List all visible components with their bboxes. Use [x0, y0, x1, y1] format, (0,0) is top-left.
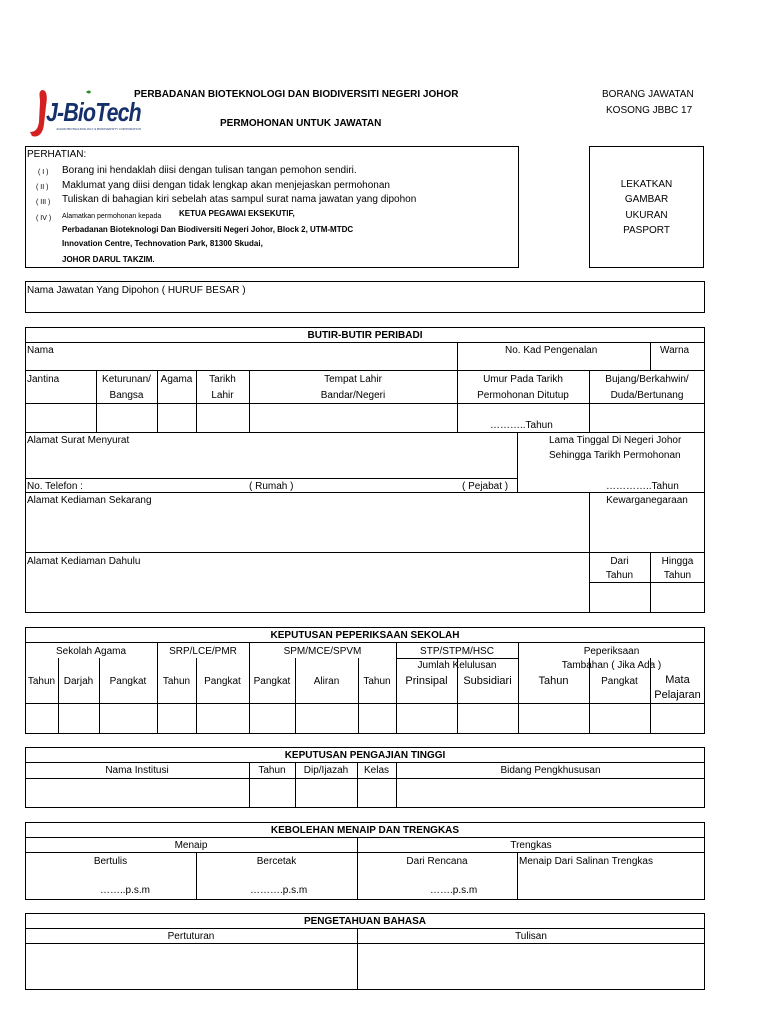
- spoken-label: Pertuturan: [167, 931, 215, 942]
- notice-num-4: ( IV ): [36, 215, 52, 222]
- notice-title: PERHATIAN:: [27, 149, 87, 160]
- religion-label: Agama: [160, 374, 193, 385]
- class-label: Kelas: [363, 765, 389, 776]
- current-address-label: Alamat Kediaman Sekarang: [27, 495, 152, 506]
- school-results-row[interactable]: [26, 704, 704, 733]
- org-name: PERBADANAN BIOTEKNOLOGI DAN BIODIVERSITI NEGERI JOHOR: [134, 89, 459, 100]
- notice-item-4-recipient: KETUA PEGAWAI EKSEKUTIF,: [179, 209, 295, 218]
- form-title: PERMOHONAN UNTUK JAWATAN: [220, 118, 382, 129]
- draft-psm[interactable]: …….p.s.m: [430, 885, 478, 896]
- gender-label: Jantina: [27, 374, 60, 385]
- marital-field[interactable]: [590, 404, 705, 432]
- phone-home-label: ( Rumah ): [249, 481, 294, 492]
- ic-label: No. Kad Pengenalan: [505, 345, 598, 356]
- mail-address-field[interactable]: [26, 448, 516, 478]
- col-aliran: Aliran: [313, 676, 340, 687]
- other-exam-label-2: Tambahan ( Jika Ada ): [561, 660, 662, 671]
- col-mata-1: Mata: [665, 674, 690, 686]
- form-code-line-2: KOSONG JBBC 17: [606, 105, 693, 116]
- notice-num-2: ( II ): [36, 184, 49, 191]
- draft-label: Dari Rencana: [406, 856, 468, 867]
- col-subsidiari: Subsidiari: [463, 675, 512, 687]
- previous-address-label: Alamat Kediaman Dahulu: [27, 556, 141, 567]
- notice-item-2: Maklumat yang diisi dengan tidak lengkap akan menjejaskan permohonan: [62, 180, 390, 191]
- from-label-1: Dari: [610, 556, 629, 567]
- religious-school-label: Sekolah Agama: [55, 646, 127, 657]
- col-tahun-4: Tahun: [538, 675, 569, 687]
- name-field[interactable]: [96, 343, 456, 369]
- typing-label: Menaip: [174, 840, 208, 851]
- post-applied-label: Nama Jawatan Yang Dipohon ( HURUF BESAR ): [27, 285, 246, 296]
- notice-num-1: ( I ): [38, 169, 49, 176]
- stay-label-1: Lama Tinggal Di Negeri Johor: [549, 435, 682, 446]
- phone-label: No. Telefon :: [27, 481, 83, 492]
- col-darjah: Darjah: [63, 676, 94, 687]
- pob-label-1: Tempat Lahir: [324, 374, 382, 385]
- form-code-line-1: BORANG JAWATAN: [602, 89, 694, 100]
- pob-label-2: Bandar/Negeri: [320, 390, 386, 401]
- col-pangkat-2: Pangkat: [204, 676, 241, 687]
- logo: [28, 88, 140, 140]
- col-pangkat-1: Pangkat: [109, 676, 147, 687]
- previous-address-field[interactable]: [26, 570, 588, 612]
- srp-label: SRP/LCE/PMR: [169, 646, 237, 657]
- col-mata-2: Pelajaran: [654, 689, 701, 701]
- to-label-2: Tahun: [663, 570, 692, 581]
- diploma-label: Dip/Ijazah: [303, 765, 349, 776]
- notice-item-1: Borang ini hendaklah diisi dengan tulisan tangan pemohon sendiri.: [62, 165, 357, 176]
- language-title: PENGETAHUAN BAHASA: [303, 916, 427, 927]
- logo-subtitle: JOHOR BIOTECHNOLOGY & BIODIVERSITY CORPORATION: [56, 127, 142, 131]
- current-address-field[interactable]: [26, 508, 588, 552]
- to-label-1: Hingga: [661, 556, 694, 567]
- stp-label: STP/STPM/HSC: [420, 646, 494, 657]
- gender-field[interactable]: [26, 404, 96, 432]
- written-label: Bertulis: [93, 856, 128, 867]
- age-label-2: Permohonan Ditutup: [477, 390, 569, 401]
- dob-field[interactable]: [197, 404, 249, 432]
- year-label: Tahun: [258, 765, 286, 776]
- notice-num-3: ( III ): [36, 199, 51, 206]
- color-label: Warna: [660, 345, 690, 356]
- photo-label-3: UKURAN: [625, 210, 668, 221]
- marital-label-1: Bujang/Berkahwin/: [605, 374, 689, 385]
- notice-item-4-text: Alamatkan permohonan kepada: [62, 213, 162, 220]
- mail-address-label: Alamat Surat Menyurat: [27, 435, 130, 446]
- copy-label: Menaip Dari Salinan Trengkas: [519, 856, 653, 867]
- race-label-1: Keturunan/: [102, 374, 151, 385]
- higher-edu-title: KEPUTUSAN PENGAJIAN TINGGI: [284, 750, 446, 761]
- higher-edu-row[interactable]: [26, 779, 704, 807]
- col-tahun-3: Tahun: [363, 676, 391, 687]
- stay-unit: …………..Tahun: [606, 481, 679, 492]
- personal-title: BUTIR-BUTIR PERIBADI: [307, 330, 423, 341]
- spm-label: SPM/MCE/SPVM: [283, 646, 362, 657]
- photo-box[interactable]: [589, 146, 704, 268]
- printed-psm[interactable]: ……….p.s.m: [250, 885, 308, 896]
- age-unit: ………..Tahun: [490, 420, 553, 431]
- dob-label-2: Lahir: [211, 390, 234, 401]
- address-line-3: JOHOR DARUL TAKZIM.: [62, 255, 155, 264]
- written-lang-field[interactable]: [358, 944, 704, 989]
- phone-office-label: ( Pejabat ): [462, 481, 509, 492]
- written-psm[interactable]: ……..p.s.m: [100, 885, 151, 896]
- col-tahun-1: Tahun: [27, 676, 56, 687]
- logo-text: J-BioTech: [46, 97, 141, 127]
- col-pangkat-4: Pangkat: [601, 676, 638, 687]
- dob-label-1: Tarikh: [209, 374, 236, 385]
- photo-label-2: GAMBAR: [624, 194, 669, 205]
- citizenship-label: Kewarganegaraan: [606, 495, 688, 506]
- address-line-1: Perbadanan Bioteknologi Dan Biodiversiti Negeri Johor, Block 2, UTM-MTDC: [62, 225, 354, 234]
- school-title: KEPUTUSAN PEPERIKSAAN SEKOLAH: [270, 630, 460, 641]
- race-field[interactable]: [97, 404, 157, 432]
- typing-title: KEBOLEHAN MENAIP DAN TRENGKAS: [270, 825, 460, 836]
- photo-label-1: LEKATKAN: [620, 179, 673, 190]
- notice-item-3: Tuliskan di bahagian kiri sebelah atas sampul surat nama jawatan yang dipohon: [62, 194, 417, 205]
- pob-field[interactable]: [250, 404, 457, 432]
- printed-label: Bercetak: [256, 856, 297, 867]
- marital-label-2: Duda/Bertunang: [610, 390, 684, 401]
- col-prinsipal: Prinsipal: [405, 675, 448, 687]
- race-label-2: Bangsa: [109, 390, 144, 401]
- col-tahun-2: Tahun: [162, 676, 191, 687]
- institution-label: Nama Institusi: [105, 765, 169, 776]
- stay-label-2: Sehingga Tarikh Permohonan: [549, 450, 681, 461]
- photo-label-4: PASPORT: [623, 225, 670, 236]
- field-label: Bidang Pengkhususan: [500, 765, 601, 776]
- col-pangkat-3: Pangkat: [253, 676, 291, 687]
- other-exam-label-1: Peperiksaan: [583, 646, 640, 657]
- written-lang-label: Tulisan: [515, 931, 547, 942]
- address-line-2: Innovation Centre, Technovation Park, 81300 Skudai,: [62, 239, 263, 248]
- religion-field[interactable]: [158, 404, 196, 432]
- shorthand-label: Trengkas: [510, 840, 552, 851]
- spoken-field[interactable]: [26, 944, 356, 989]
- name-label: Nama: [27, 345, 54, 356]
- from-label-2: Tahun: [605, 570, 634, 581]
- age-label-1: Umur Pada Tarikh: [483, 374, 563, 385]
- stp-sub-label: Jumlah Kelulusan: [417, 660, 497, 671]
